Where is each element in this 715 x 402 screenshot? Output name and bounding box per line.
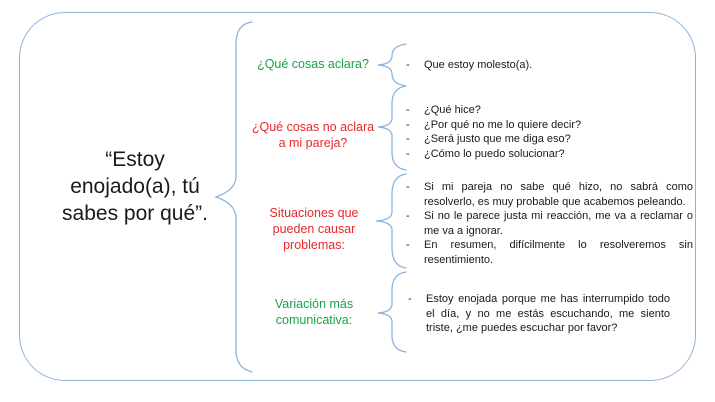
brace-row-3 [376, 174, 406, 268]
list-item: - ¿Será justo que me diga eso? [406, 132, 676, 147]
question-what-not-clarified: ¿Qué cosas no aclara a mi pareja? [251, 120, 375, 150]
problems-list [406, 180, 693, 267]
main-brace [216, 22, 252, 372]
list-item: - ¿Por qué no me lo quiere decir? [406, 118, 676, 133]
list-item: - Si mi pareja no sabe qué hizo, no sabrá como resolverlo, es muy probable que acabemos peleando. [406, 180, 693, 209]
list-item: - Si no le parece justa mi reacción, me va a reclamar o me va a ignorar. [406, 209, 693, 238]
question-communicative-variation: Variación más comunicativa: [274, 297, 354, 327]
brace-row-4 [378, 272, 406, 352]
list-item: - En resumen, difícilmente lo resolveremos sin resentimiento. [406, 238, 693, 267]
not-clarified-list [406, 103, 676, 161]
list-item: - Estoy enojada porque me has interrumpido todo el día, y no me estás escuchando, me siento triste, ¿me puedes escuchar por favor? [408, 292, 670, 336]
central-quote: “Estoy enojado(a), tú sabes por qué”. [62, 148, 208, 225]
brace-row-2 [378, 86, 406, 170]
list-item: - ¿Cómo lo puedo solucionar? [406, 147, 676, 162]
list-item: - Que estoy molesto(a). [406, 58, 676, 73]
brace-row-1 [378, 44, 406, 86]
list-item: - ¿Qué hice? [406, 103, 676, 118]
variation-list [408, 292, 670, 336]
clarifies-list [406, 58, 676, 73]
question-what-clarifies: ¿Qué cosas aclara? [257, 57, 369, 71]
question-problem-situations: Situaciones que pueden causar problemas: [269, 206, 359, 252]
